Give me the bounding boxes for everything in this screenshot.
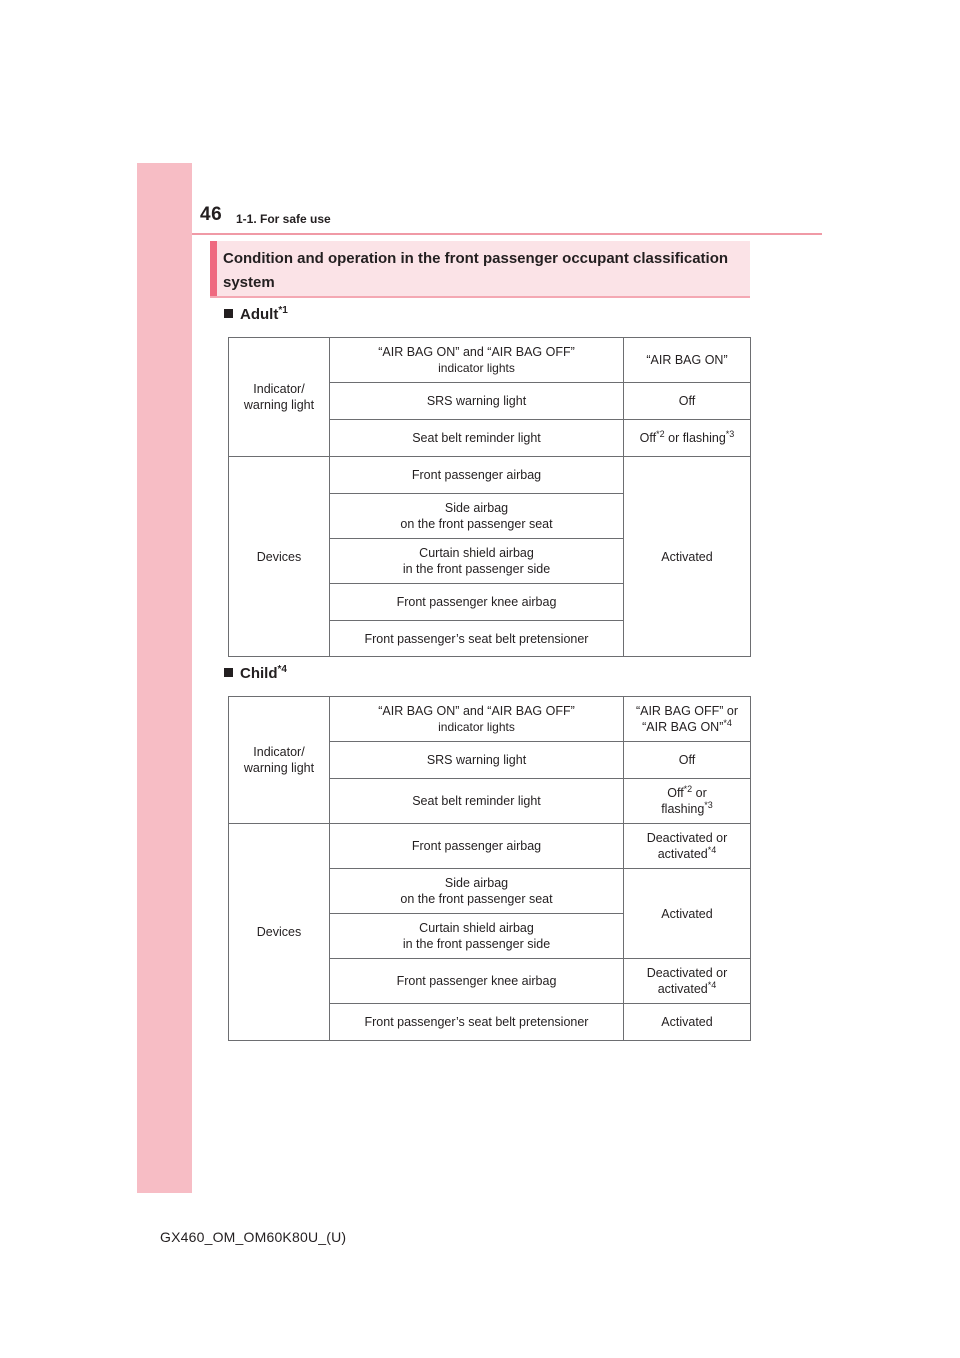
table-cell: Seat belt reminder light	[330, 779, 624, 824]
adult-heading	[224, 305, 288, 323]
page-number: 46	[200, 204, 223, 225]
banner-accent-bar	[210, 241, 217, 296]
adult-heading-note: *1	[278, 305, 288, 316]
adult-table	[228, 337, 751, 657]
table-cell: Front passenger’s seat belt pretensioner	[330, 621, 624, 657]
square-bullet-icon	[224, 668, 233, 677]
table-cell: Deactivated or activated$^{*4}$	[624, 959, 751, 1004]
devices-label-cell: Devices	[229, 824, 330, 1041]
table-cell: Front passenger knee airbag	[330, 584, 624, 621]
table-cell: “AIR BAG ON” and “AIR BAG OFF” indicator lights	[330, 697, 624, 742]
table-cell: Front passenger airbag	[330, 457, 624, 494]
table-cell: Activated	[624, 1004, 751, 1041]
table-cell: Off	[624, 383, 751, 420]
table-cell: “AIR BAG ON” and “AIR BAG OFF” indicator lights	[330, 338, 624, 383]
chapter-tab-sidebar	[137, 163, 192, 1193]
table-cell: Side airbag on the front passenger seat	[330, 869, 624, 914]
table-cell: “AIR BAG ON”	[624, 338, 751, 383]
header-divider	[192, 233, 822, 235]
table-cell: Off$^{*2}$ or flashing$^{*3}$	[624, 779, 751, 824]
table-cell: Front passenger knee airbag	[330, 959, 624, 1004]
table-cell: Off$^{*2}$ or flashing$^{*3}$	[624, 420, 751, 457]
square-bullet-icon	[224, 309, 233, 318]
table-row	[229, 824, 751, 869]
table-cell: SRS warning light	[330, 383, 624, 420]
table-row	[229, 338, 751, 383]
table-cell: Activated	[624, 869, 751, 959]
table-cell: Deactivated or activated$^{*4}$	[624, 824, 751, 869]
table-cell: Curtain shield airbag in the front passenger side	[330, 539, 624, 584]
table-row	[229, 457, 751, 494]
banner-title: Condition and operation in the front passenger occupant classification system	[223, 250, 729, 291]
indicator-label-cell: Indicator/ warning light	[229, 697, 330, 824]
table-cell: Curtain shield airbag in the front passenger side	[330, 914, 624, 959]
child-heading-note: *4	[277, 664, 287, 675]
table-cell: Front passenger airbag	[330, 824, 624, 869]
indicator-label-cell: Indicator/ warning light	[229, 338, 330, 457]
table-row	[229, 697, 751, 742]
devices-value-cell: Activated	[624, 457, 751, 657]
child-heading-text: Child	[240, 665, 278, 682]
table-cell: Side airbag on the front passenger seat	[330, 494, 624, 539]
devices-label-cell: Devices	[229, 457, 330, 657]
section-banner	[210, 241, 750, 298]
table-cell: SRS warning light	[330, 742, 624, 779]
table-cell: Seat belt reminder light	[330, 420, 624, 457]
table-cell: Off	[624, 742, 751, 779]
table-cell: “AIR BAG OFF” or “AIR BAG ON”$^{*4}$	[624, 697, 751, 742]
child-table	[228, 696, 751, 1041]
document-code-footer: GX460_OM_OM60K80U_(U)	[160, 1229, 347, 1245]
table-cell: Front passenger’s seat belt pretensioner	[330, 1004, 624, 1041]
section-title: 1-1. For safe use	[236, 212, 331, 226]
child-heading	[224, 664, 287, 682]
adult-heading-text: Adult	[240, 306, 279, 323]
